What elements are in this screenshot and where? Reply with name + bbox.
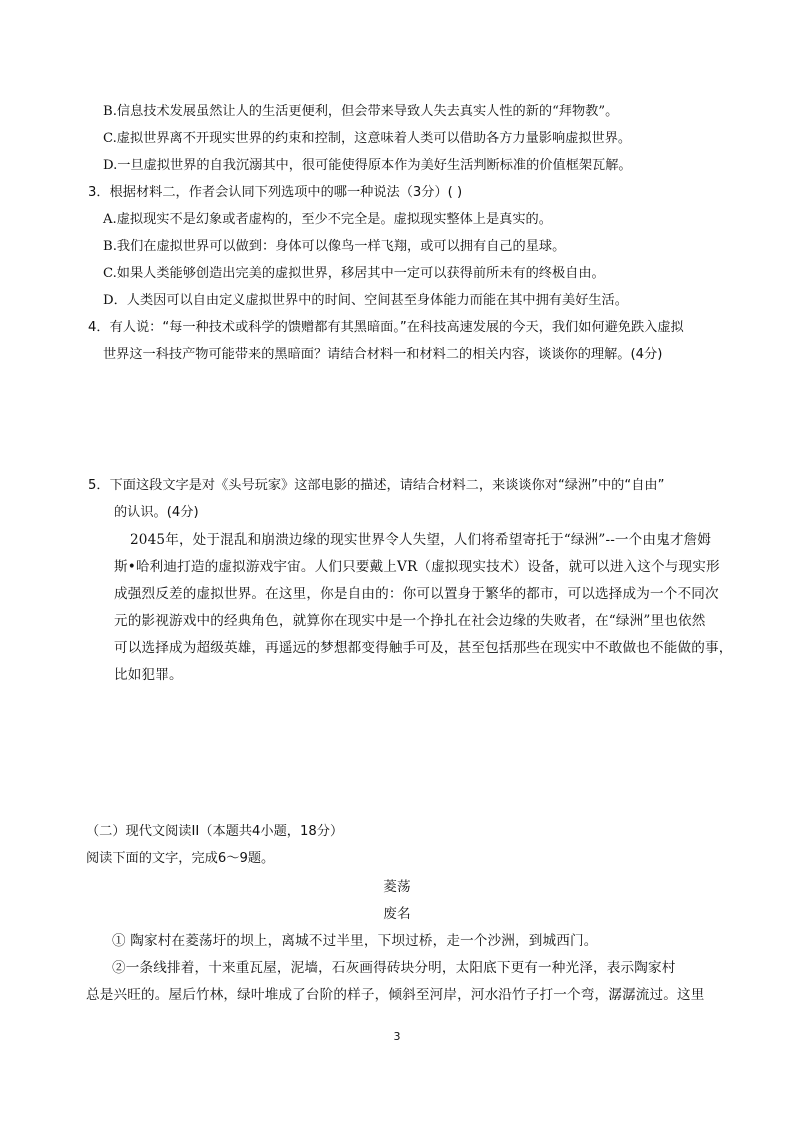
q5-passage-line-6: 比如犯罪。	[114, 667, 183, 683]
q3-option-c: C.如果人类能够创造出完美的虚拟世界，移居其中一定可以获得前所未有的终极自由。	[103, 266, 605, 281]
q4-line-2: 世界这一科技产物可能带来的黑暗面？请结合材料一和材料二的相关内容，谈谈你的理解。(4分)	[103, 347, 663, 362]
q3-stem: 3．根据材料二，作者会认同下列选项中的哪一种说法（3分）( )	[88, 185, 463, 200]
q5-line-1: 5．下面这段文字是对《头号玩家》这部电影的描述，请结合材料二，来谈谈你对“绿洲”中的“自由”	[88, 478, 665, 493]
page-number: 3	[393, 1030, 401, 1043]
q5-passage-line-4: 元的影视游戏中的经典角色，就算你在现实中是一个挣扎在社会边缘的失败者，在“绿洲”里也依然	[114, 613, 706, 629]
q3-option-a: A.虚拟现实不是幻象或者虚构的，至少不完全是。虚拟现实整体上是真实的。	[103, 212, 552, 227]
passage-paragraph-2-line-2: 总是兴旺的。屋后竹林，绿叶堆成了台阶的样子，倾斜至河岸，河水沿竹子打一个弯，潺潺流过。这里	[86, 987, 705, 1003]
q2-option-c: C.虚拟世界离不开现实世界的约束和控制，这意味着人类可以借助各方力量影响虚拟世界。	[103, 131, 632, 146]
q5-passage-line-1: 2045年，处于混乱和崩溃边缘的现实世界令人失望，人们将希望寄托于“绿洲”--一个由鬼才詹姆	[130, 532, 712, 548]
section2-heading: （二）现代文阅读II（本题共4小题，18分）	[86, 824, 344, 839]
q5-passage-line-2: 斯•哈利迪打造的虚拟游戏宇宙。人们只要戴上VR（虚拟现实技术）设备，就可以进入这个与现实形	[114, 559, 720, 575]
q3-option-d: D．人类因可以自由定义虚拟世界中的时间、空间甚至身体能力而能在其中拥有美好生活。	[103, 293, 628, 308]
q5-passage-line-5: 可以选择成为超级英雄，再遥远的梦想都变得触手可及，甚至包括那些在现实中不敢做也不能做的事，	[114, 640, 733, 656]
passage-title: 菱荡	[383, 879, 411, 895]
passage-paragraph-2-line-1: ②一条线排着，十来重瓦屋，泥墙，石灰画得砖块分明，太阳底下更有一种光泽，表示陶家村	[112, 960, 676, 976]
passage-author: 废名	[383, 906, 411, 922]
q4-line-1: 4．有人说：“每一种技术或科学的馈赠都有其黑暗面。”在科技高速发展的今天，我们如何避免跌入虚拟	[88, 320, 684, 335]
q5-passage-line-3: 成强烈反差的虚拟世界。在这里，你是自由的：你可以置身于繁华的都市，可以选择成为一个不同次	[114, 586, 719, 602]
section2-instruction: 阅读下面的文字，完成6～9题。	[86, 851, 275, 866]
q5-line-2: 的认识。(4分)	[114, 505, 199, 520]
q2-option-d: D.一旦虚拟世界的自我沉溺其中，很可能使得原本作为美好生活判断标准的价值框架瓦解。	[103, 158, 632, 173]
passage-paragraph-1: ① 陶家村在菱荡圩的坝上，离城不过半里，下坝过桥，走一个沙洲，到城西门。	[112, 933, 598, 949]
q3-option-b: B.我们在虚拟世界可以做到：身体可以像鸟一样飞翔，或可以拥有自己的星球。	[103, 239, 566, 254]
q2-option-b: B.信息技术发展虽然让人的生活更便利，但会带来导致人失去真实人性的新的“拜物教”。	[103, 104, 619, 119]
